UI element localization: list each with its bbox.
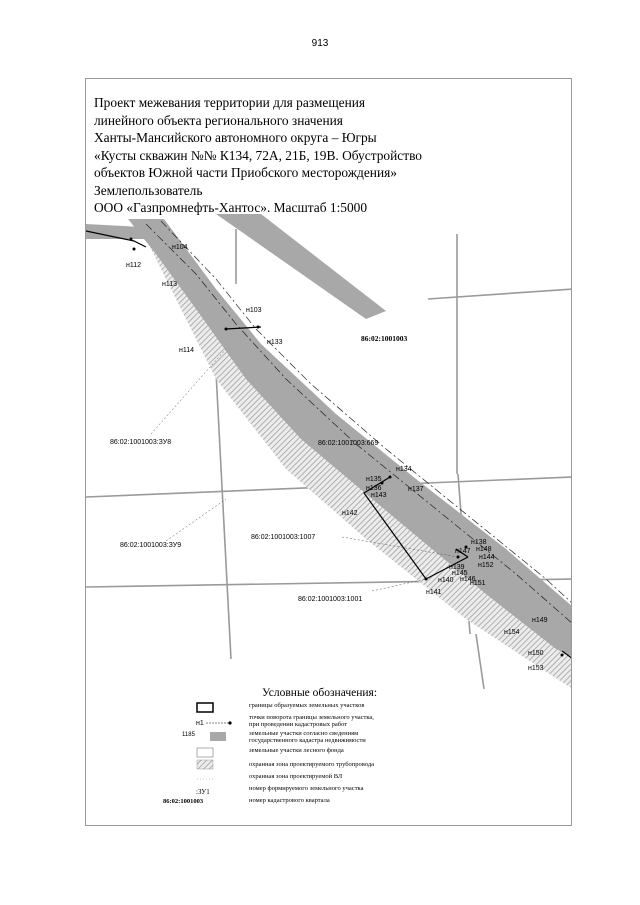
legend-item-quarter-number: 86:02:1001003 номер кадастрового квартала [163, 797, 330, 805]
point-label: н134 [396, 466, 412, 473]
point-label: н148 [476, 546, 492, 553]
point-label: н104 [172, 244, 188, 251]
legend-item-cadastral: 1185 земельные участки согласно сведениям государственного кадастра недвижимости [182, 730, 366, 744]
legend-item-forest: земельные участки лесного фонда [196, 747, 476, 759]
parcel-label-1007: 86:02:1001003:1007 [251, 534, 316, 541]
boundary-symbol [196, 702, 238, 713]
point-label: н154 [504, 629, 520, 636]
point-label: н103 [246, 307, 262, 314]
cadastral-fill-symbol [210, 730, 252, 741]
point-label: н113 [162, 281, 178, 288]
point-label: н142 [342, 510, 358, 517]
title-line: Проект межевания территории для размещения [94, 95, 366, 110]
forest-symbol [196, 747, 238, 758]
point-label: н149 [532, 617, 548, 624]
point-label: н143 [371, 492, 387, 499]
point-label: н114 [179, 347, 195, 354]
vl-zone-symbol [196, 773, 238, 784]
hatch-symbol [196, 759, 238, 770]
legend-item-point: н1 точки поворота границы земельного участка, при проведении кадастровых работ [196, 714, 374, 728]
point-label: н112 [126, 262, 142, 269]
point-label: н152 [478, 562, 494, 569]
parcel-label-zu8: 86:02:1001003:ЗУ8 [110, 439, 172, 446]
point-label: н136 [366, 485, 382, 492]
legend [163, 687, 476, 809]
map-sheet [85, 78, 572, 826]
svg-text:н1: н1 [196, 720, 204, 725]
map-title [94, 94, 564, 217]
legend-item-boundary: границы образуемых земельных участков [196, 702, 476, 714]
point-label: н145 [452, 570, 468, 577]
title-line: Землепользователь [94, 182, 203, 198]
point-label: н141 [426, 589, 442, 596]
legend-item-pipeline-zone: охранная зона проектируемого трубопровода [196, 759, 476, 773]
parcel-label-669: 86:02:1001003:669 [318, 440, 379, 447]
point-label: н139 [449, 564, 465, 571]
title-line: Ханты-Мансийского автономного округа – Югры [94, 130, 377, 145]
legend-item-vl-zone: охранная зона проектируемой ВЛ [196, 773, 476, 785]
point-label: н133 [267, 339, 283, 346]
point-label: н135 [366, 476, 382, 483]
point-label: н140 [438, 577, 454, 584]
turning-point-symbol [196, 714, 238, 725]
point-label: н137 [408, 486, 424, 493]
point-label: н153 [528, 665, 544, 672]
cadastral-quarter-label: 86:02:1001003 [361, 334, 408, 343]
parcel-label-zu9: 86:02:1001003:ЗУ9 [120, 542, 182, 549]
cadastral-parcel-upper [216, 214, 386, 319]
title-line: «Кусты скважин №№ К134, 72А, 21Б, 19В. Обустройство [94, 147, 422, 163]
svg-text::ЗУ1: :ЗУ1 [196, 788, 210, 796]
legend-item-parcel-number: :ЗУ1 номер формируемого земельного участка [196, 785, 364, 796]
title-line: линейного объекта регионального значения [94, 112, 343, 128]
point-label: н138 [471, 539, 487, 546]
point-label: н146 [460, 576, 476, 583]
point-label: н151 [470, 580, 486, 587]
parcel-label-1001: 86:02:1001003:1001 [298, 596, 363, 603]
legend-heading: Условные обозначения: [262, 687, 378, 699]
point-label: н144 [479, 554, 495, 561]
title-line: объектов Южной части Приобского месторождения» [94, 165, 397, 180]
point-label: н147 [455, 548, 471, 555]
title-line: ООО «Газпромнефть-Хантос». Масштаб 1:5000 [94, 200, 368, 215]
parcel-number-symbol [196, 785, 238, 796]
page-number: 913 [311, 38, 329, 49]
point-label: н150 [528, 650, 544, 657]
